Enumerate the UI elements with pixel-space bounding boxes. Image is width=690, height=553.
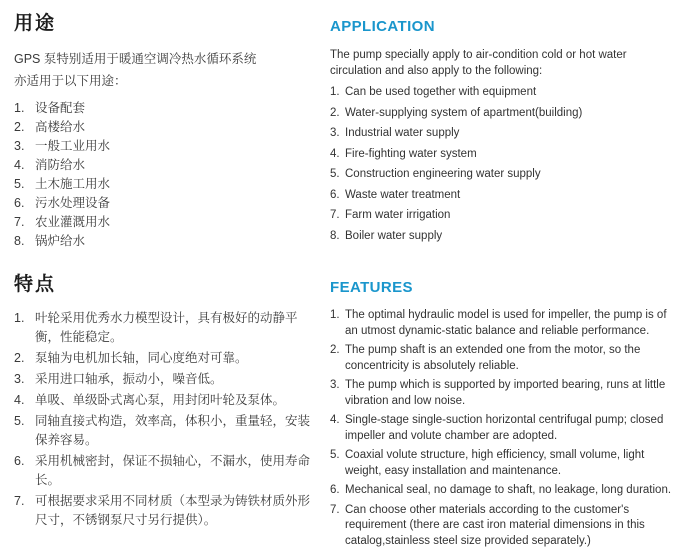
features-heading-en: FEATURES: [330, 279, 413, 296]
features-heading-cn: 特点: [14, 274, 57, 295]
list-item: Single-stage single-suction horizontal centrifugal pump; closed impeller and volute chamber are adopted.: [345, 414, 664, 442]
usage-list-cn: [14, 99, 310, 251]
list-item: 农业灌溉用水: [35, 215, 111, 229]
list-item: 可根据要求采用不同材质（本型录为铸铁材质外形尺寸，不锈钢泵尺寸另行提供）。: [35, 494, 311, 527]
list-item: 设备配套: [35, 101, 86, 115]
list-item: 高楼给水: [35, 120, 86, 134]
list-item: Water-supplying system of apartment(building): [345, 106, 583, 119]
list-item: Boiler water supply: [345, 229, 443, 242]
list-item: Construction engineering water supply: [345, 168, 541, 180]
list-item: 叶轮采用优秀水力模型设计，具有极好的动静平衡，性能稳定。: [35, 311, 298, 344]
list-item: 采用机械密封，保证不损轴心，不漏水，使用寿命长。: [35, 454, 311, 487]
features-section-cn: [14, 271, 310, 553]
features-list-en: [330, 308, 672, 549]
usage-heading-cn: 用途: [14, 13, 57, 34]
list-item: 土木施工用水: [35, 177, 111, 191]
list-item: Industrial water supply: [345, 127, 460, 139]
list-item: Can be used together with equipment: [345, 86, 537, 98]
list-item: The pump which is supported by imported bearing, runs at little vibration and low noise.: [345, 379, 666, 407]
application-list-en: [330, 85, 672, 244]
list-item: Can choose other materials according to the customer's requirement (there are cast iron material dimensions in this catalog,stainless steel size provided separately.): [345, 503, 645, 547]
list-item: The pump shaft is an extended one from the motor, so the concentricity is absolutely reliable.: [345, 344, 641, 372]
list-item: Mechanical seal, no damage to shaft, no leakage, long duration.: [345, 484, 672, 496]
list-item: 同轴直接式构造，效率高，体积小，重量轻，安装保养容易。: [35, 414, 311, 447]
list-item: 采用进口轴承，振动小，噪音低。: [35, 372, 223, 386]
list-item: 一般工业用水: [35, 139, 111, 153]
list-item: Coaxial volute structure, high efficiency, small volume, light weight, easy installation and maintenance.: [345, 449, 645, 477]
list-item: Farm water irrigation: [345, 209, 451, 221]
list-item: 消防给水: [35, 158, 86, 172]
application-heading-en: APPLICATION: [330, 18, 435, 35]
features-list-cn: [14, 309, 310, 530]
list-item: Fire-fighting water system: [345, 147, 477, 160]
application-section-en: [330, 10, 672, 251]
list-item: 锅炉给水: [35, 234, 86, 248]
features-section-en: [330, 271, 672, 553]
two-column-layout: [14, 10, 676, 553]
usage-section-cn: [14, 10, 310, 251]
application-intro-en: The pump specially apply to air-condition cold or hot water circulation and also apply to the following:: [330, 49, 627, 77]
list-item: Waste water treatment: [345, 188, 461, 201]
list-item: The optimal hydraulic model is used for impeller, the pump is of an utmost dynamic-static balance and reliable performance.: [345, 309, 667, 337]
list-item: 单吸、单级卧式离心泵，用封闭叶轮及泵体。: [35, 393, 286, 407]
list-item: 泵轴为电机加长轴，同心度绝对可靠。: [35, 351, 248, 365]
usage-intro-line1: GPS 泵特别适用于暖通空调冷热水循环系统: [14, 52, 257, 66]
list-item: 污水处理设备: [35, 196, 111, 210]
usage-intro-line2: 亦适用于以下用途：: [14, 74, 127, 88]
